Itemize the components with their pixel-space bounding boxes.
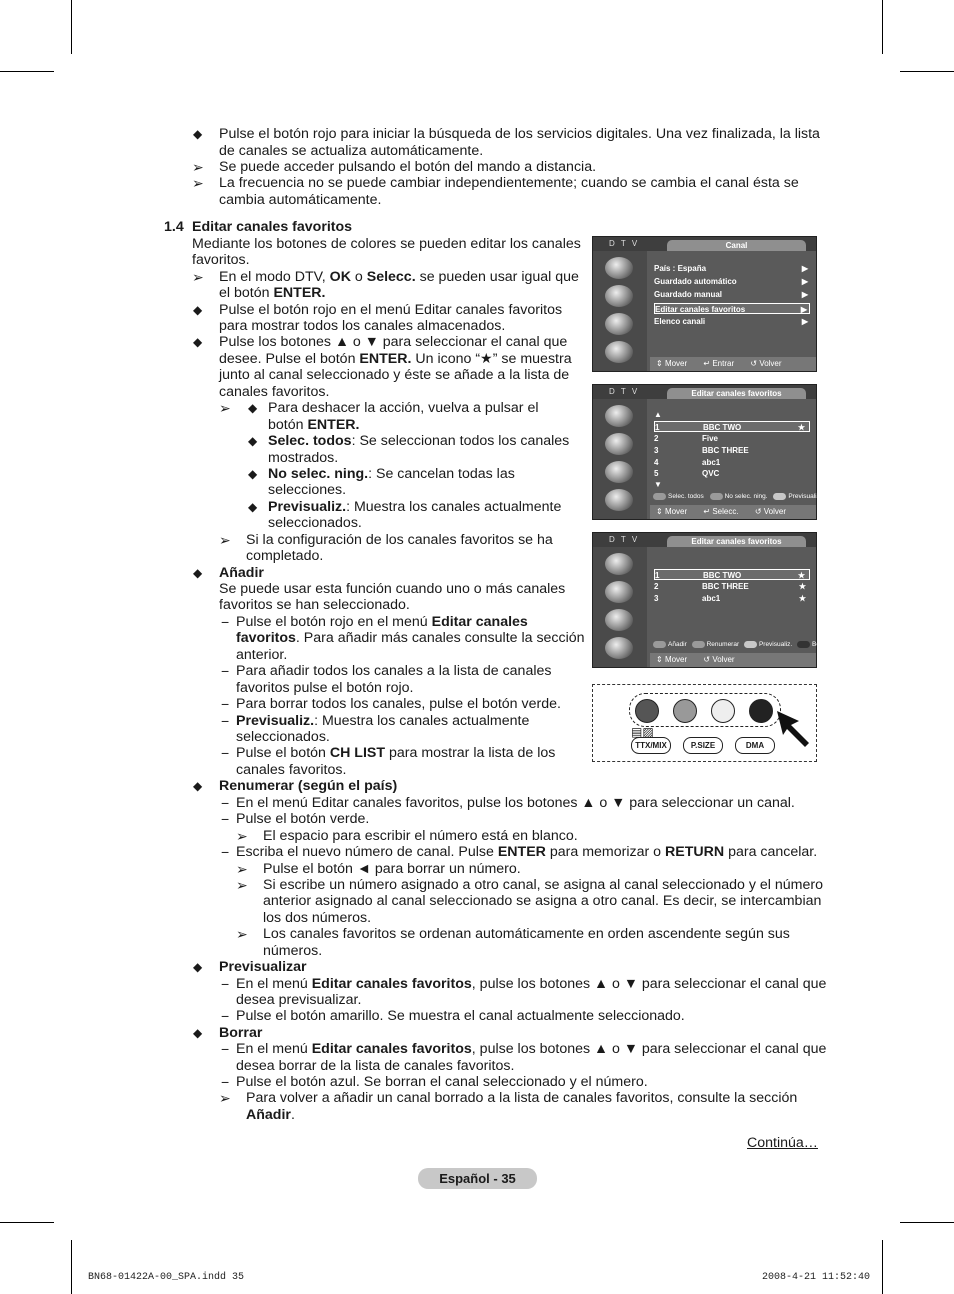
menu-icon-column <box>593 251 647 371</box>
channel-row[interactable]: 2 Five <box>654 434 719 443</box>
note-arrow-icon: ➢ <box>192 159 204 175</box>
enter-icon: ↵ <box>703 507 711 516</box>
text-line: Escriba el nuevo número de canal. Pulse ENTER para memorizar o RETURN para cancelar. <box>236 844 818 860</box>
text-line: En el menú Editar canales favoritos, pulse los botones ▲ o ▼ para seleccionar el canal que <box>236 1041 827 1057</box>
dtv-label: D T V <box>609 387 640 396</box>
picture-icon <box>605 257 633 279</box>
screen-footer: ⇕ Mover ↵ Entrar ↺ Volver <box>650 357 816 371</box>
text-line: Los canales favoritos se ordenan automáticamente en orden ascendente según sus <box>263 926 790 942</box>
red-button-icon <box>653 493 666 500</box>
bullet-icon: ◆ <box>193 566 203 580</box>
setup-icon <box>605 489 633 511</box>
channel-row[interactable]: 5 QVC <box>654 469 720 478</box>
screen-footer: ⇕ Mover ↵ Selecc. ↺ Volver <box>650 505 816 519</box>
text-line: Selec. todos: Se seleccionan todos los canales <box>268 433 570 449</box>
text-line: Añadir. <box>246 1107 295 1123</box>
crop-mark <box>0 71 54 72</box>
text-line: Para volver a añadir un canal borrado a la lista de canales favoritos, consulte la sección <box>246 1090 798 1106</box>
channel-icon <box>605 313 633 335</box>
crop-mark <box>71 1240 72 1294</box>
return-icon: ↺ <box>750 359 758 368</box>
note-arrow-icon: ➢ <box>192 269 204 285</box>
scroll-up-icon: ▲ <box>654 410 662 419</box>
note-arrow-icon: ➢ <box>192 175 204 191</box>
menu-list <box>650 253 812 353</box>
text-line: canales favoritos. <box>236 762 347 778</box>
arrow-right-icon: ▶ <box>801 317 808 326</box>
text-line: junto al canal seleccionado y éste se añade a la lista de <box>219 367 570 383</box>
screen-header <box>593 385 816 399</box>
print-slug-right: 2008-4-21 11:52:40 <box>762 1272 871 1283</box>
text-line: En el menú Editar canales favoritos, pulse los botones ▲ o ▼ para seleccionar el canal que <box>236 976 827 992</box>
text-line: Previsualiz.: Muestra los canales actualmente <box>236 713 530 729</box>
star-icon: ★ <box>797 571 805 580</box>
green-button-icon <box>692 641 705 648</box>
green-button[interactable] <box>673 699 697 723</box>
pointer-arrow-icon <box>775 707 815 747</box>
bullet-icon: ◆ <box>193 779 203 793</box>
section-title: Editar canales favoritos <box>192 219 353 235</box>
updown-icon: ⇕ <box>656 359 663 368</box>
sound-icon <box>605 285 633 307</box>
yellow-button-icon <box>773 493 786 500</box>
text-line: números. <box>263 943 323 959</box>
crop-mark <box>882 0 883 54</box>
tv-menu-screen-favoritos-added <box>592 532 834 668</box>
bullet-icon: ◆ <box>193 960 203 974</box>
enter-icon: ↵ <box>703 359 711 368</box>
note-arrow-icon: ➢ <box>236 861 248 877</box>
bullet-icon: ◆ <box>248 467 258 481</box>
text-line: para mostrar todos los canales almacenados. <box>219 318 506 334</box>
dash-icon: − <box>221 811 230 827</box>
section-number: 1.4 <box>164 219 184 235</box>
ttx-mix-button[interactable]: TTX/MIX <box>631 737 671 754</box>
print-slug-left: BN68-01422A-00_SPA.indd 35 <box>88 1272 245 1283</box>
text-line: Mediante los botones de colores se pueden editar los canales <box>192 236 581 252</box>
return-icon: ↺ <box>703 655 711 664</box>
blue-button-icon <box>797 641 810 648</box>
dash-icon: − <box>221 745 230 761</box>
text-line: Para añadir todos los canales a la lista de canales <box>236 663 552 679</box>
text-line: Pulse el botón ◄ para borrar un número. <box>263 861 521 877</box>
bullet-icon: ◆ <box>248 434 258 448</box>
bullet-icon: ◆ <box>193 303 203 317</box>
text-line: anterior. <box>236 647 288 663</box>
text-line: Pulse el botón rojo en el menú Editar canales favoritos <box>219 302 563 318</box>
screen-header <box>593 237 816 251</box>
picture-icon <box>605 553 633 575</box>
dtv-label: D T V <box>609 239 640 248</box>
text-line: Para deshacer la acción, vuelva a pulsar el <box>268 400 539 416</box>
updown-icon: ⇕ <box>656 655 663 664</box>
dash-icon: − <box>221 696 230 712</box>
text-line: seleccionados. <box>268 515 362 531</box>
tv-menu-screen-canal <box>592 236 817 372</box>
green-button-icon <box>710 493 723 500</box>
subheading: Borrar <box>219 1025 263 1041</box>
text-line: Previsualiz.: Muestra los canales actualmente <box>268 499 562 515</box>
dash-icon: − <box>221 1074 230 1090</box>
text-line: Se puede usar esta función cuando uno o más canales <box>219 581 566 597</box>
text-line: Pulse el botón azul. Se borran el canal seleccionado y el número. <box>236 1074 648 1090</box>
text-line: Pulse el botón verde. <box>236 811 370 827</box>
text-line: Pulse los botones ▲ o ▼ para seleccionar el canal que <box>219 334 568 350</box>
text-line: Pulse el botón rojo en el menú Editar canales <box>236 614 528 630</box>
color-button-bar: Añadir Renumerar Previsualiz. Borrare <box>653 639 814 651</box>
note-arrow-icon: ➢ <box>236 828 248 844</box>
text-line: anterior asignado al canal seleccionado se asigna a otro canal. Es decir, se intercambian <box>263 893 822 909</box>
text-line: favoritos. Para añadir más canales consulte la sección <box>236 630 585 646</box>
text-line: los dos números. <box>263 910 372 926</box>
text-line: En el menú Editar canales favoritos, pulse los botones ▲ o ▼ para seleccionar un canal. <box>236 795 795 811</box>
text-line: Pulse el botón amarillo. Se muestra el canal actualmente seleccionado. <box>236 1008 685 1024</box>
crop-mark <box>882 1240 883 1294</box>
dash-icon: − <box>221 1041 230 1057</box>
text-line: No selec. ning.: Se cancelan todas las <box>268 466 515 482</box>
note-arrow-icon: ➢ <box>219 400 231 416</box>
menu-item[interactable]: Guardado automático ▶ <box>654 277 808 286</box>
crop-mark <box>900 71 954 72</box>
text-line: favoritos se han seleccionado. <box>219 597 410 613</box>
text-line: mostrados. <box>268 450 339 466</box>
channel-list <box>650 549 812 649</box>
screen-title: Canal <box>667 240 806 251</box>
bullet-icon: ◆ <box>193 127 203 141</box>
crop-mark <box>71 0 72 54</box>
text-line: El espacio para escribir el número está en blanco. <box>263 828 578 844</box>
red-button[interactable] <box>635 699 659 723</box>
dash-icon: − <box>221 663 230 679</box>
arrow-right-icon: ▶ <box>801 290 808 299</box>
continue-text: Continúa… <box>747 1135 818 1151</box>
channel-row[interactable]: 3 BBC THREE <box>654 446 749 455</box>
sound-icon <box>605 433 633 455</box>
picture-icon <box>605 405 633 427</box>
sound-icon <box>605 581 633 603</box>
text-line: Pulse el botón CH LIST para mostrar la lista de los <box>236 745 556 761</box>
star-icon: ★ <box>798 582 806 591</box>
text-line: Para borrar todos los canales, pulse el botón verde. <box>236 696 561 712</box>
yellow-button-icon <box>744 641 757 648</box>
text-line: desee. Pulse el botón ENTER. Un icono “★” se muestra <box>219 351 572 367</box>
psize-button[interactable]: P.SIZE <box>683 737 723 754</box>
text-line: cambia automáticamente. <box>219 192 382 208</box>
text-line: botón ENTER. <box>268 417 360 433</box>
menu-item[interactable]: Elenco canali ▶ <box>654 317 808 326</box>
arrow-right-icon: ▶ <box>800 305 807 314</box>
star-icon: ★ <box>798 594 806 603</box>
bullet-icon: ◆ <box>193 335 203 349</box>
remote-control-illustration <box>592 684 817 762</box>
channel-row-selected[interactable]: 1 BBC TWO ★ <box>654 421 810 432</box>
page-number-badge: Español - 35 <box>418 1168 537 1189</box>
bullet-icon: ◆ <box>248 401 258 415</box>
crop-mark <box>900 1222 954 1223</box>
teletext-icon: ▤▨ <box>631 725 654 739</box>
subheading: Renumerar (según el país) <box>219 778 398 794</box>
setup-icon <box>605 341 633 363</box>
screen-header <box>593 533 816 547</box>
scroll-down-icon: ▼ <box>654 480 662 489</box>
screen-title: Editar canales favoritos <box>667 536 806 547</box>
text-line: seleccionados. <box>236 729 330 745</box>
channel-row[interactable]: 4 abc1 <box>654 458 721 467</box>
menu-icon-column <box>593 547 647 667</box>
return-icon: ↺ <box>754 507 762 516</box>
dma-button[interactable]: DMA <box>735 737 775 754</box>
channel-row[interactable]: 3 abc1 ★ <box>654 594 806 603</box>
text-line: canales favoritos. <box>219 384 330 400</box>
menu-icon-column <box>593 399 647 519</box>
text-line: desea borrar de la lista de canales favoritos. <box>236 1058 515 1074</box>
dtv-label: D T V <box>609 535 640 544</box>
yellow-button[interactable] <box>711 699 735 723</box>
dash-icon: − <box>221 614 230 630</box>
note-arrow-icon: ➢ <box>236 877 248 893</box>
arrow-right-icon: ▶ <box>801 277 808 286</box>
channel-icon <box>605 461 633 483</box>
menu-item-selected[interactable]: Editar canales favoritos ▶ <box>654 303 810 314</box>
note-arrow-icon: ➢ <box>219 532 231 548</box>
text-line: de canales se actualiza automáticamente. <box>219 143 484 159</box>
menu-item[interactable]: País : España ▶ <box>654 264 808 273</box>
screen-footer: ⇕ Mover ↺ Volver <box>650 653 816 667</box>
color-button-bar: Selec. todos No selec. ning. Previsualiz. <box>653 491 814 503</box>
text-line: En el modo DTV, OK o Selecc. se pueden usar igual que <box>219 269 579 285</box>
channel-row-selected[interactable]: 1 BBC TWO ★ <box>654 569 810 580</box>
text-line: Pulse el botón rojo para iniciar la búsqueda de los servicios digitales. Una vez finalizada, la lista <box>219 126 820 142</box>
bullet-icon: ◆ <box>193 1026 203 1040</box>
star-icon: ★ <box>797 423 805 432</box>
crop-mark <box>0 1222 54 1223</box>
tv-menu-screen-favoritos <box>592 384 822 520</box>
subheading: Añadir <box>219 565 264 581</box>
channel-icon <box>605 609 633 631</box>
text-line: La frecuencia no se puede cambiar independientemente; cuando se cambia el canal ésta se <box>219 175 799 191</box>
subheading: Previsualizar <box>219 959 307 975</box>
blue-button[interactable] <box>749 699 773 723</box>
text-line: completado. <box>246 548 324 564</box>
text-line: desea previsualizar. <box>236 992 362 1008</box>
dash-icon: − <box>221 795 230 811</box>
text-line: selecciones. <box>268 482 347 498</box>
screen-title: Editar canales favoritos <box>667 388 806 399</box>
dash-icon: − <box>221 1008 230 1024</box>
text-line: Se puede acceder pulsando el botón del mando a distancia. <box>219 159 597 175</box>
dash-icon: − <box>221 713 230 729</box>
text-line: el botón ENTER. <box>219 285 326 301</box>
dash-icon: − <box>221 844 230 860</box>
note-arrow-icon: ➢ <box>219 1090 231 1106</box>
text-line: Si la configuración de los canales favoritos se ha <box>246 532 553 548</box>
note-arrow-icon: ➢ <box>236 926 248 942</box>
bullet-icon: ◆ <box>248 500 258 514</box>
red-button-icon <box>653 641 666 648</box>
menu-item[interactable]: Guardado manual ▶ <box>654 290 808 299</box>
channel-row[interactable]: 2 BBC THREE ★ <box>654 582 806 591</box>
text-line: Si escribe un número asignado a otro canal, se asigna al canal seleccionado y el número <box>263 877 823 893</box>
channel-list <box>650 401 812 501</box>
dash-icon: − <box>221 976 230 992</box>
arrow-right-icon: ▶ <box>801 264 808 273</box>
text-line: favoritos. <box>192 252 250 268</box>
updown-icon: ⇕ <box>656 507 663 516</box>
text-line: favoritos pulse el botón rojo. <box>236 680 414 696</box>
setup-icon <box>605 637 633 659</box>
